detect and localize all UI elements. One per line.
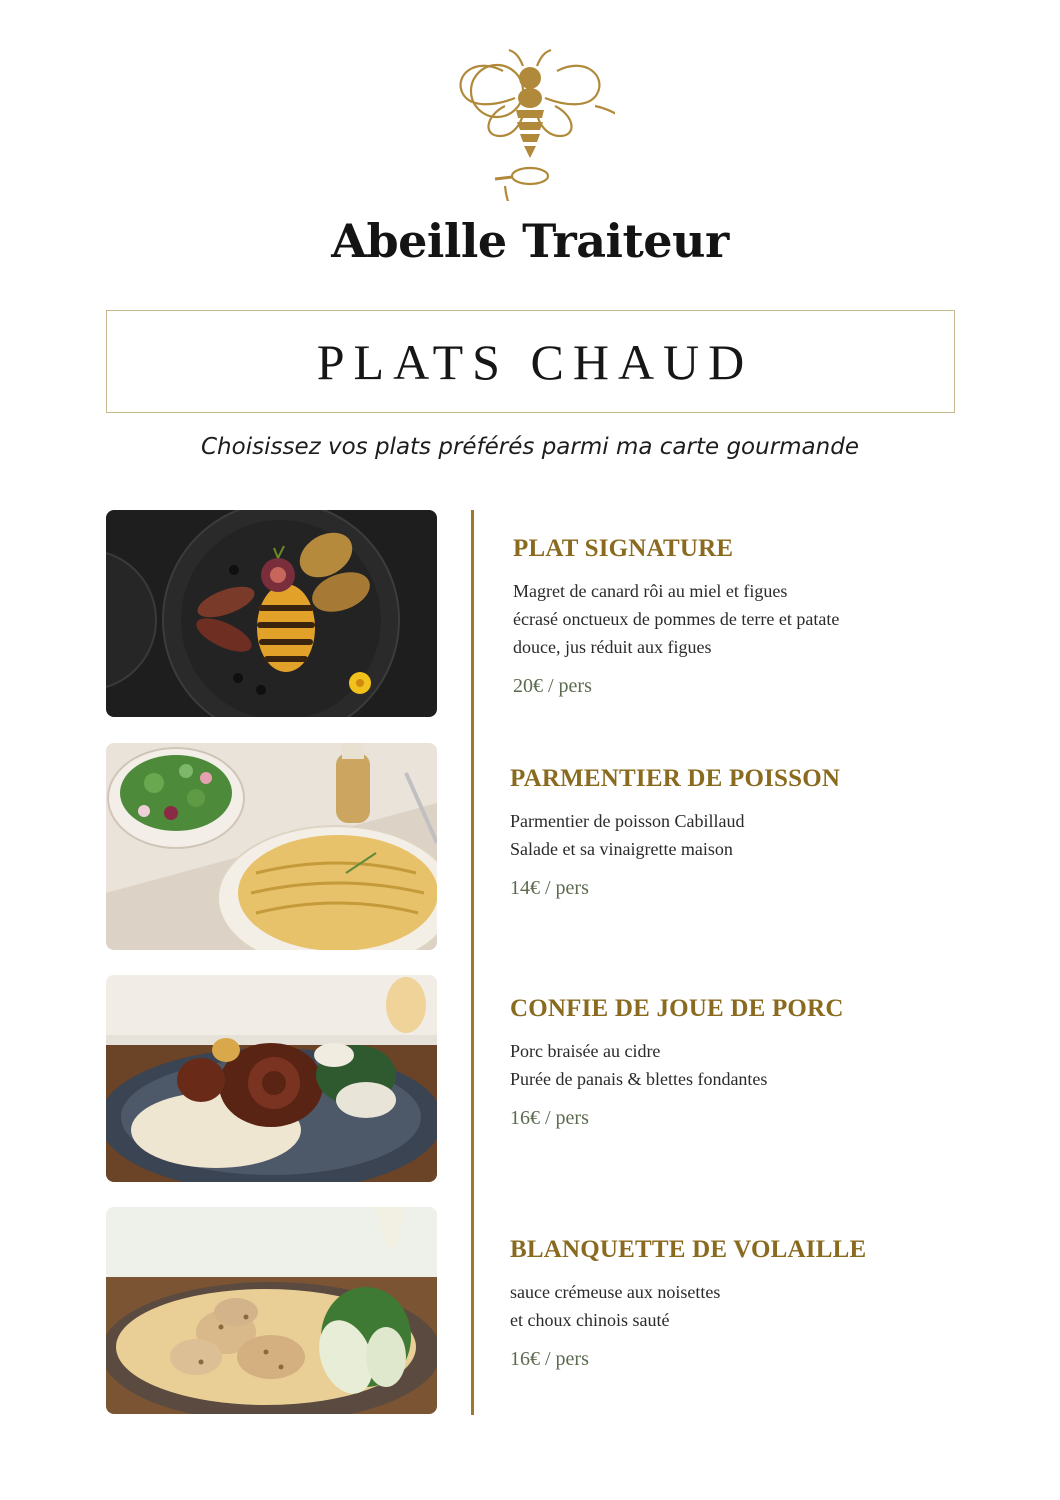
- dish-name: BLANQUETTE DE VOLAILLE: [510, 1236, 867, 1263]
- dish-item-parmentier-de-poisson: [510, 765, 970, 900]
- dish-price: 20€ / pers: [513, 675, 592, 697]
- duck-breast-bee-plating-photo: [106, 510, 437, 717]
- dish-price: 14€ / pers: [510, 877, 589, 899]
- subtitle: Choisissez vos plats préférés parmi ma carte gourmande: [201, 434, 859, 460]
- dish-price: 16€ / pers: [510, 1348, 589, 1370]
- dish-description-line: Parmentier de poisson Cabillaud: [510, 811, 745, 831]
- dish-description-line: douce, jus réduit aux figues: [513, 637, 712, 657]
- dish-description-line: écrasé onctueux de pommes de terre et patate: [513, 609, 840, 629]
- dish-description-line: et choux chinois sauté: [510, 1310, 670, 1330]
- bee-whisk-logo-icon: [445, 36, 615, 201]
- dish-name: PLAT SIGNATURE: [513, 535, 734, 562]
- braised-pork-cheek-photo: [106, 975, 437, 1182]
- dish-description-line: Purée de panais & blettes fondantes: [510, 1069, 768, 1089]
- section-title: PLATS CHAUD: [316, 333, 754, 390]
- dish-item-blanquette-de-volaille: [510, 1236, 970, 1371]
- dish-description: [510, 1037, 970, 1093]
- dish-description-line: sauce crémeuse aux noisettes: [510, 1282, 721, 1302]
- dish-description: [510, 1278, 970, 1334]
- brand-name: Abeille Traiteur: [331, 214, 729, 268]
- dish-item-confie-de-joue-de-porc: [510, 995, 970, 1130]
- dish-description-line: Magret de canard rôi au miel et figues: [513, 581, 788, 601]
- dish-name: PARMENTIER DE POISSON: [510, 765, 841, 792]
- dish-name: CONFIE DE JOUE DE PORC: [510, 995, 844, 1022]
- dish-price: 16€ / pers: [510, 1107, 589, 1129]
- dish-description-line: Salade et sa vinaigrette maison: [510, 839, 733, 859]
- vertical-divider: [471, 510, 474, 1415]
- dish-description: [513, 577, 973, 661]
- dish-description-line: Porc braisée au cidre: [510, 1041, 661, 1061]
- section-title-frame: [106, 310, 955, 413]
- dish-description: [510, 807, 970, 863]
- dish-item-plat-signature: [513, 535, 973, 698]
- fish-parmentier-salad-photo: [106, 743, 437, 950]
- poultry-blanquette-photo: [106, 1207, 437, 1414]
